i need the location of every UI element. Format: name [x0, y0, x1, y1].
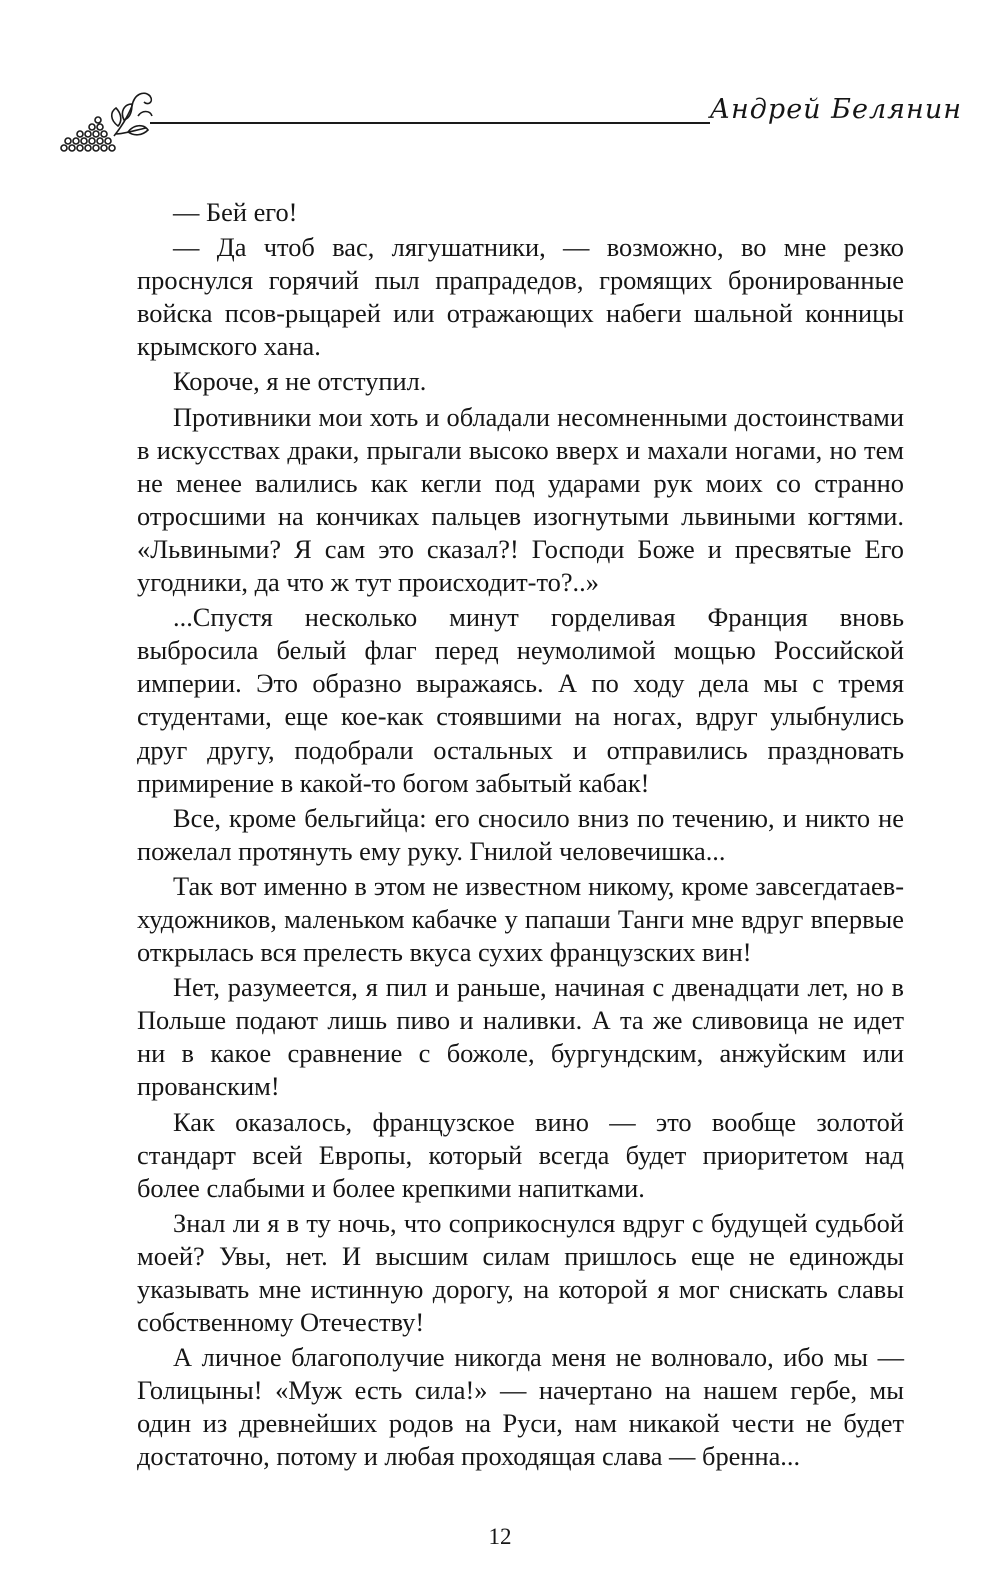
- page-number: 12: [488, 1524, 512, 1549]
- header-author: Андрей Белянин: [709, 94, 962, 125]
- paragraph: Короче, я не отступил.: [173, 366, 427, 397]
- paragraph: Как оказалось, французское вино — это вообще золотой стандарт всей Европы, который всегда будет приоритетом над более слабыми и более крепкими напитками.: [137, 1106, 904, 1203]
- running-header: [58, 70, 962, 160]
- body-text: [137, 196, 904, 1474]
- header-rule: [150, 122, 710, 124]
- paragraph: — Да чтоб вас, лягушатники, — возможно, во мне резко проснулся горячий пыл прапрадедов, громящих бронированные войска псов-рыцарей или отражающих набеги шальной конницы крымского хана.: [137, 232, 904, 362]
- paragraph: ...Спустя несколько минут горделивая Франция вновь выбросила белый флаг перед неумолимой мощью Российской империи. Это образно выражаясь. А по ходу дела мы с тремя студентами, еще кое-как стоявшими на ногах, вдруг улыбнулись друг другу, подобрали остальных и отправились праздновать примирение в какой-то богом забытый кабак!: [137, 602, 904, 798]
- paragraph: А личное благополучие никогда меня не волновало, ибо мы — Голицыны! «Муж есть сила!» — начертано на нашем гербе, мы один из древнейших родов на Руси, нам никакой чести не будет достаточно, потому и любая проходящая слава — бренна...: [137, 1342, 904, 1472]
- paragraph: — Бей его!: [173, 197, 298, 227]
- paragraph: Так вот именно в этом не известном никому, кроме завсегдатаев-художников, маленьком кабачке у папаши Танги мне вдруг впервые открылась вся прелесть вкуса сухих французских вин!: [137, 870, 904, 968]
- paragraph: Все, кроме бельгийца: его сносило вниз по течению, и никто не пожелал протянуть ему руку. Гнилой человечишка...: [137, 802, 904, 866]
- grapevine-ornament-icon: [58, 76, 168, 156]
- paragraph: Нет, разумеется, я пил и раньше, начиная с двенадцати лет, но в Польше подают лишь пиво и наливки. А та же сливовица не идет ни в какое сравнение с божоле, бургундским, анжуйским или прованским!: [137, 972, 904, 1102]
- paragraph: Противники мои хоть и обладали несомненными достоинствами в искусствах драки, прыгали высоко вверх и махали ногами, но тем не менее валились как кегли под ударами рук моих со странно отросшими на кончиках пальцев изогнутыми львиными когтями. «Львиными? Я сам это сказал?! Господи Боже и пресвятые Его угодники, да что ж тут происходит-то?..»: [137, 401, 904, 598]
- paragraph: Знал ли я в ту ночь, что соприкоснулся вдруг с будущей судьбой моей? Увы, нет. И высшим силам пришлось еще не единожды указывать мне истинную дорогу, на которой я мог снискать славы собственному Отечеству!: [137, 1207, 904, 1338]
